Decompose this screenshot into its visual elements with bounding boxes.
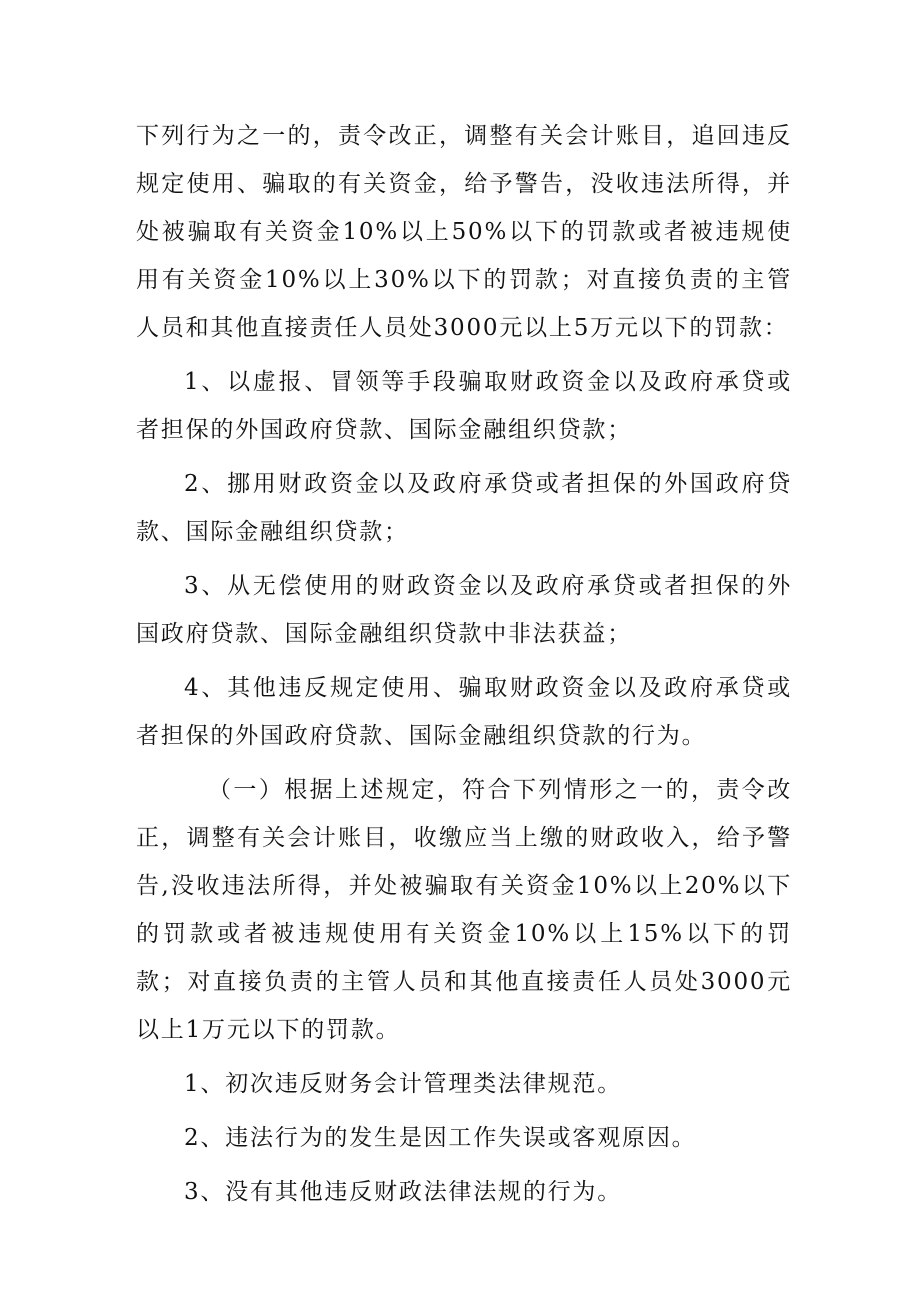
list-item-1: 1、以虚报、冒领等手段骗取财政资金以及政府承贷或者担保的外国政府贷款、国际金融组织贷款； <box>136 369 792 443</box>
document-body <box>136 112 792 1216</box>
paragraph-intro: 下列行为之一的，责令改正，调整有关会计账目，追回违反规定使用、骗取的有关资金，给予警告，没收违法所得，并处被骗取有关资金10%以上50%以下的罚款或者被违规使用有关资金10%以上30%以下的罚款；对直接负责的主管人员和其他直接责任人员处3000元以上5万元以下的罚款： <box>136 123 792 341</box>
list-item-3: 3、从无偿使用的财政资金以及政府承贷或者担保的外国政府贷款、国际金融组织贷款中非法获益； <box>136 573 792 647</box>
condition-item-2: 2、违法行为的发生是因工作失误或客观原因。 <box>184 1125 697 1151</box>
list-item-2: 2、挪用财政资金以及政府承贷或者担保的外国政府贷款、国际金融组织贷款； <box>136 471 792 545</box>
section-one-paragraph: （一）根据上述规定，符合下列情形之一的，责令改正，调整有关会计账目，收缴应当上缴的财政收入，给予警告,没收违法所得，并处被骗取有关资金10%以上20%以下的罚款或者被违规使用有关资金10%以上15%以下的罚款；对直接负责的主管人员和其他直接责任人员处3000元以上1万元以下的罚款。 <box>136 777 792 1043</box>
condition-item-1: 1、初次违反财务会计管理类法律规范。 <box>184 1071 623 1097</box>
list-item-4: 4、其他违反规定使用、骗取财政资金以及政府承贷或者担保的外国政府贷款、国际金融组织贷款的行为。 <box>136 675 792 749</box>
condition-item-3: 3、没有其他违反财政法律法规的行为。 <box>184 1179 623 1205</box>
